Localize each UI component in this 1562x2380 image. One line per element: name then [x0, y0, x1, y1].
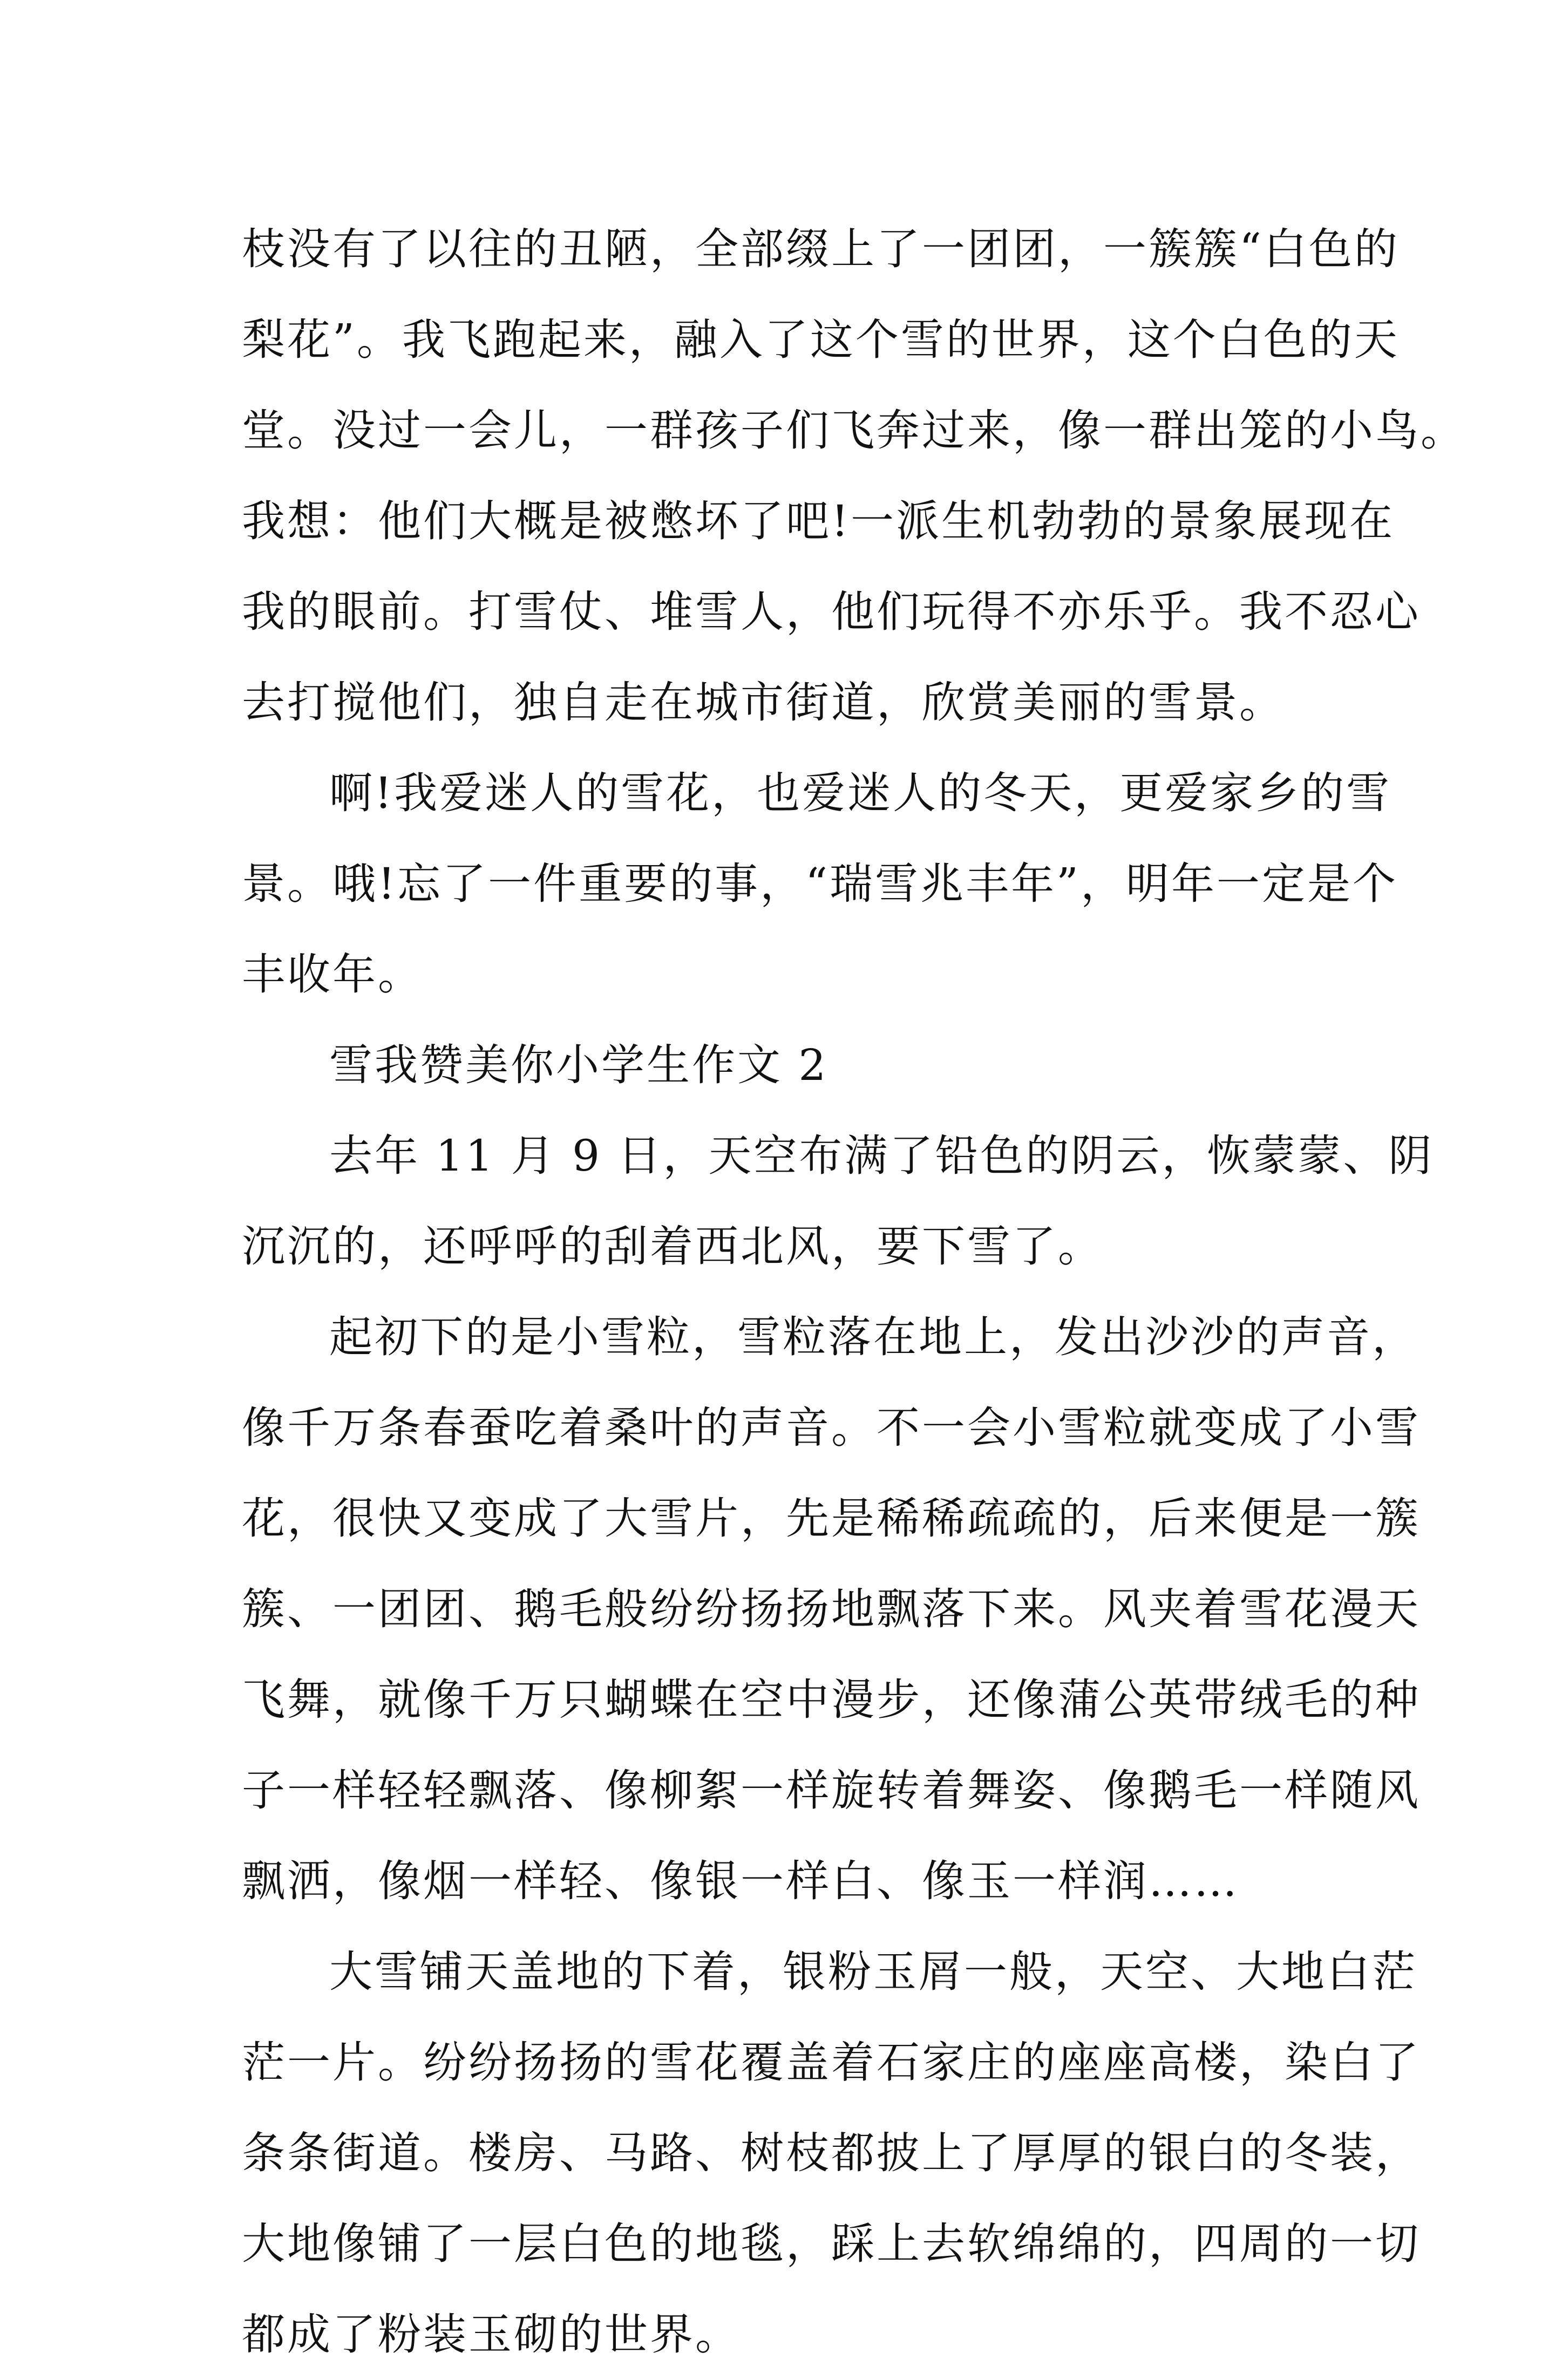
text-line: 子一样轻轻飘落、像柳絮一样旋转着舞姿、像鹅毛一样随风	[242, 1765, 1421, 1815]
paragraph-start-line: 起初下的是小雪粒，雪粒落在地上，发出沙沙的声音，	[329, 1312, 1417, 1362]
paragraph-start-line: 啊!我爱迷人的雪花，也爱迷人的冬天，更爱家乡的雪	[329, 768, 1392, 818]
paragraph-start-line: 去年 11 月 9 日，天空布满了铅色的阴云，恢蒙蒙、阴	[329, 1131, 1434, 1181]
text-line: 丰收年。	[242, 949, 423, 999]
text-line: 堂。没过一会儿，一群孩子们飞奔过来，像一群出笼的小鸟。	[242, 405, 1466, 455]
text-line: 我想：他们大概是被憋坏了吧!一派生机勃勃的景象展现在	[242, 496, 1395, 546]
text-line: 簇、一团团、鹅毛般纷纷扬扬地飘落下来。风夹着雪花漫天	[242, 1584, 1421, 1634]
text-line: 像千万条春蚕吃着桑叶的声音。不一会小雪粒就变成了小雪	[242, 1403, 1421, 1453]
text-line: 沉沉的，还呼呼的刮着西北风，要下雪了。	[242, 1221, 1103, 1271]
text-line: 条条街道。楼房、马路、树枝都披上了厚厚的银白的冬装，	[242, 2128, 1421, 2178]
text-line: 都成了粉装玉砌的世界。	[242, 2309, 741, 2359]
document-body	[242, 204, 1466, 2380]
text-line: 花，很快又变成了大雪片，先是稀稀疏疏的，后来便是一簇	[242, 1493, 1421, 1543]
text-line: 枝没有了以往的丑陋，全部缀上了一团团，一簇簇“白色的	[242, 224, 1400, 274]
paragraph-start-line: 大雪铺天盖地的下着，银粉玉屑一般，天空、大地白茫	[329, 1947, 1417, 1997]
text-line: 梨花”。我飞跑起来，融入了这个雪的世界，这个白色的天	[242, 315, 1400, 365]
text-line: 大地像铺了一层白色的地毯，踩上去软绵绵的，四周的一切	[242, 2219, 1421, 2269]
text-line: 飞舞，就像千万只蝴蝶在空中漫步，还像蒲公英带绒毛的种	[242, 1675, 1421, 1725]
section-title: 雪我赞美你小学生作文 2	[329, 1040, 828, 1090]
text-line: 茫一片。纷纷扬扬的雪花覆盖着石家庄的座座高楼，染白了	[242, 2037, 1421, 2087]
text-line: 去打搅他们，独自走在城市街道，欣赏美丽的雪景。	[242, 677, 1285, 727]
text-line: 我的眼前。打雪仗、堆雪人，他们玩得不亦乐乎。我不忍心	[242, 587, 1421, 637]
text-line: 飘洒，像烟一样轻、像银一样白、像玉一样润……	[242, 1856, 1239, 1906]
text-line: 景。哦!忘了一件重要的事，“瑞雪兆丰年”，明年一定是个	[242, 859, 1398, 909]
